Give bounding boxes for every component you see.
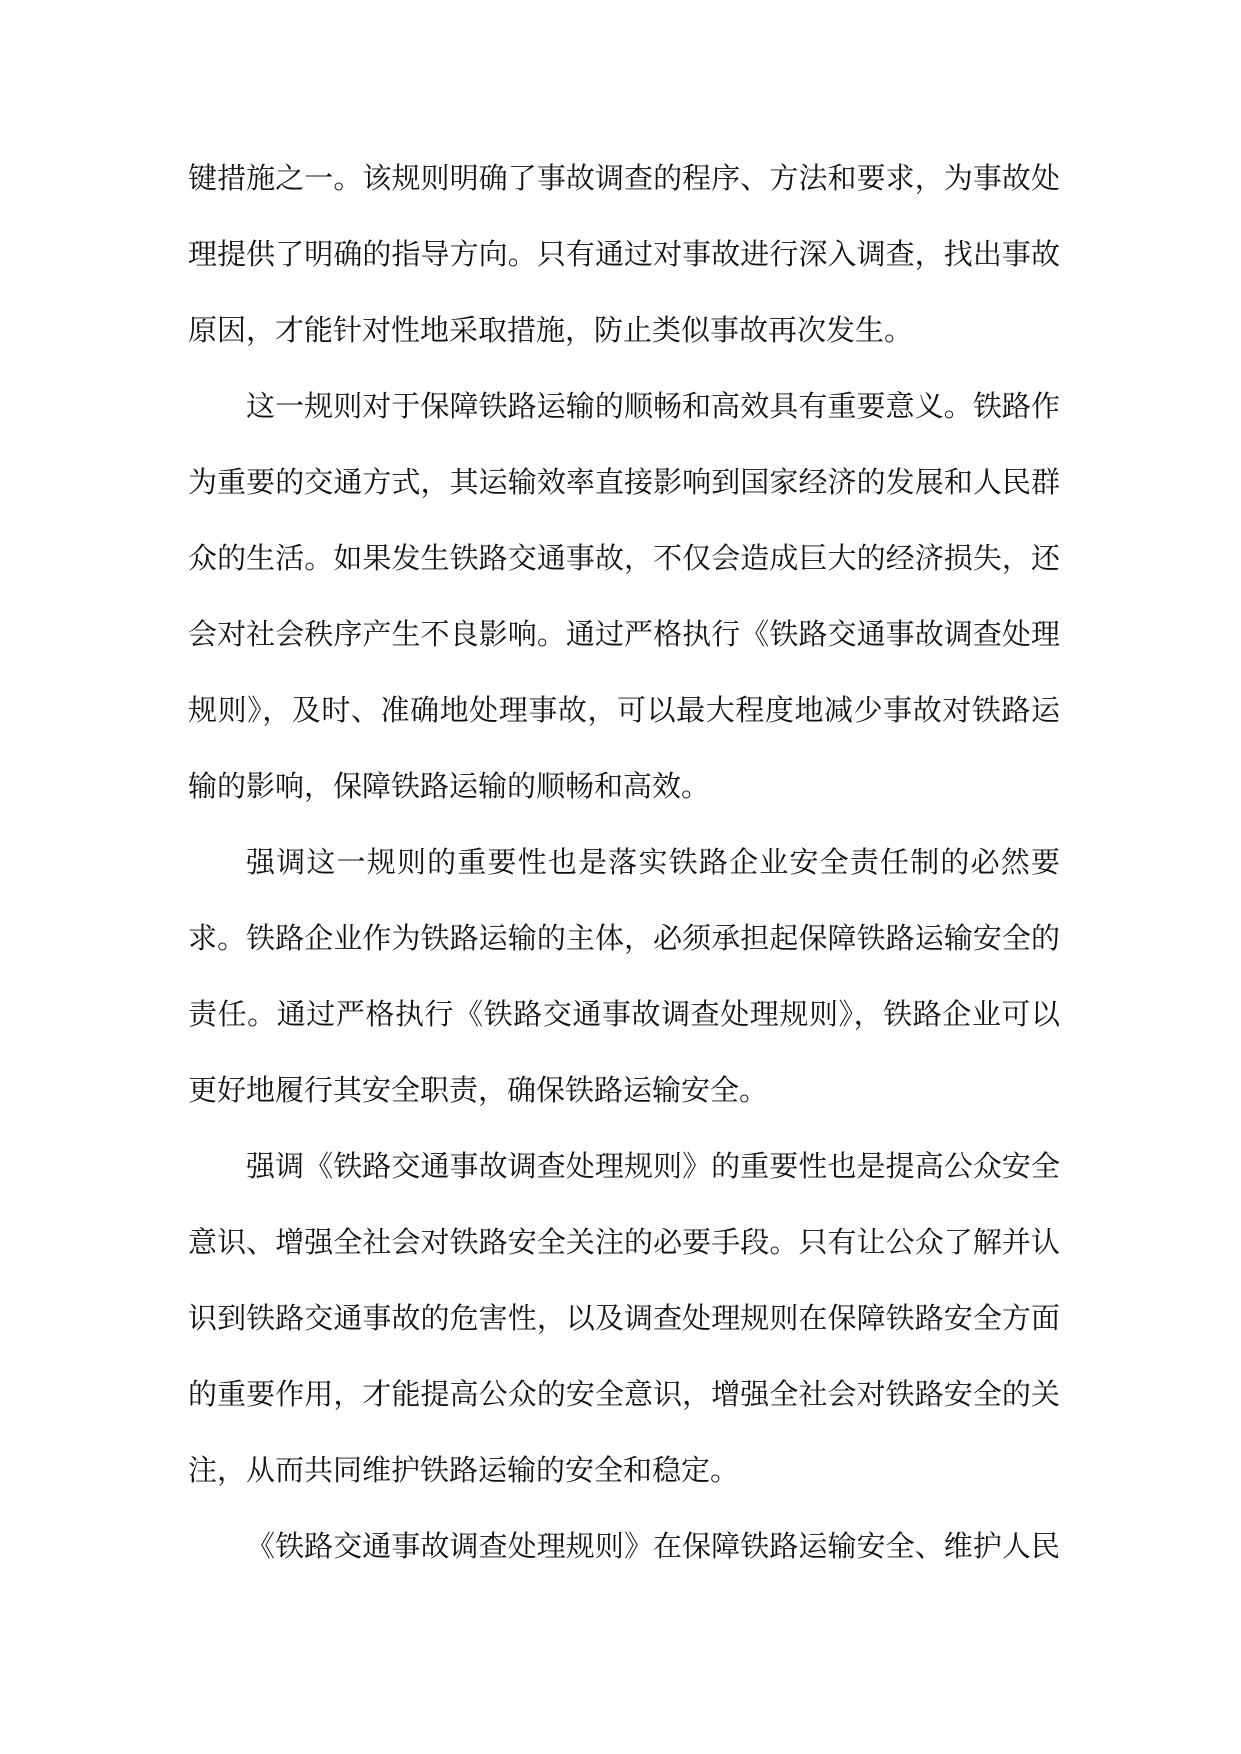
text-line: 《铁路交通事故调查处理规则》在保障铁路运输安全、维护人民 xyxy=(246,1529,1060,1563)
text-line: 规则》，及时、准确地处理事故，可以最大程度地减少事故对铁路运 xyxy=(188,693,1060,727)
text-line: 求。铁路企业作为铁路运输的主体，必须承担起保障铁路运输安全的 xyxy=(188,921,1060,955)
text-line: 键措施之一。该规则明确了事故调查的程序、方法和要求，为事故处 xyxy=(188,161,1060,195)
text-line: 强调这一规则的重要性也是落实铁路企业安全责任制的必然要 xyxy=(246,845,1060,879)
text-line: 众的生活。如果发生铁路交通事故，不仅会造成巨大的经济损失，还 xyxy=(188,541,1060,575)
text-line: 更好地履行其安全职责，确保铁路运输安全。 xyxy=(188,1073,769,1107)
text-line: 的重要作用，才能提高公众的安全意识，增强全社会对铁路安全的关 xyxy=(188,1377,1060,1411)
document-body xyxy=(188,140,1060,1584)
text-line: 为重要的交通方式，其运输效率直接影响到国家经济的发展和人民群 xyxy=(188,465,1060,499)
text-line: 强调《铁路交通事故调查处理规则》的重要性也是提高公众安全 xyxy=(246,1149,1060,1183)
text-line: 理提供了明确的指导方向。只有通过对事故进行深入调查，找出事故 xyxy=(188,237,1060,271)
text-line: 输的影响，保障铁路运输的顺畅和高效。 xyxy=(188,769,711,803)
text-line: 识到铁路交通事故的危害性，以及调查处理规则在保障铁路安全方面 xyxy=(188,1301,1060,1335)
text-line: 注，从而共同维护铁路运输的安全和稳定。 xyxy=(188,1453,740,1487)
paragraph-3 xyxy=(188,824,1060,1128)
paragraph-5 xyxy=(188,1508,1060,1584)
text-line: 原因，才能针对性地采取措施，防止类似事故再次发生。 xyxy=(188,313,914,347)
text-line: 会对社会秩序产生不良影响。通过严格执行《铁路交通事故调查处理 xyxy=(188,617,1060,651)
text-line: 这一规则对于保障铁路运输的顺畅和高效具有重要意义。铁路作 xyxy=(246,389,1060,423)
paragraph-1 xyxy=(188,140,1060,368)
text-line: 责任。通过严格执行《铁路交通事故调查处理规则》，铁路企业可以 xyxy=(188,997,1060,1031)
text-line: 意识、增强全社会对铁路安全关注的必要手段。只有让公众了解并认 xyxy=(188,1225,1060,1259)
paragraph-4 xyxy=(188,1128,1060,1508)
paragraph-2 xyxy=(188,368,1060,824)
